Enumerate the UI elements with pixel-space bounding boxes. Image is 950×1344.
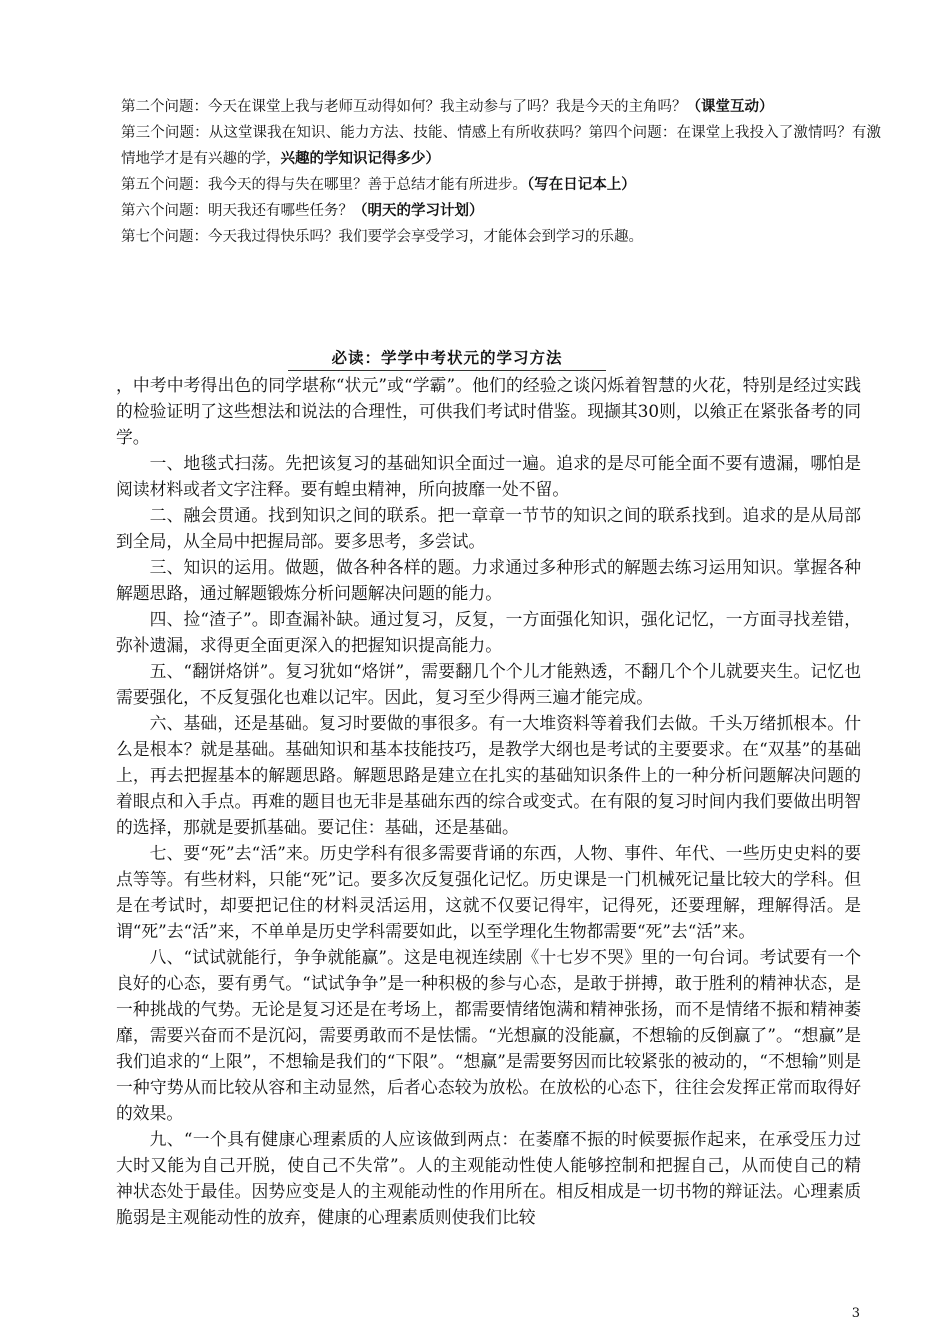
- article-intro: ，中考中考得出色的同学堪称“状元”或“学霸”。他们的经验之谈闪烁着智慧的火花，特别是经过实践的检验证明了这些想法和说法的合理性，可供我们考试时借鉴。现撷其30则，以飨正在紧张备考的同学。: [116, 375, 861, 447]
- article-body: [116, 372, 861, 1230]
- paragraph-5: 五、“翻饼烙饼”。复习犹如“烙饼”，需要翻几个个儿才能熟透，不翻几个个儿就要夹生。记忆也需要强化，不反复强化也难以记牢。因此，复习至少得两三遍才能完成。: [116, 661, 861, 707]
- paragraph-9: 九、“一个具有健康心理素质的人应该做到两点：在萎靡不振的时候要振作起来，在承受压力过大时又能为自己开脱，使自己不失常”。人的主观能动性使人能够控制和把握自己，从而使自己的精神状态处于最佳。因势应变是人的主观能动性的作用所在。相反相成是一切书物的辩证法。心理素质脆弱是主观能动性的放弃，健康的心理素质则使我们比较: [116, 1129, 861, 1227]
- question-6: 第六个问题：明天我还有哪些任务？（明天的学习计划）: [121, 202, 484, 219]
- page-number: 3: [851, 1306, 860, 1321]
- question-2: 第二个问题：今天在课堂上我与老师互动得如何？我主动参与了吗？我是今天的主角吗？（课堂互动）: [121, 98, 774, 115]
- paragraph-7: 七、要“死”去“活”来。历史学科有很多需要背诵的东西，人物、事件、年代、一些历史史料的要点等等。有些材料，只能“死”记。要多次反复强化记忆。历史课是一门机械死记量比较大的学科。但是在考试时，却要把记住的材料灵活运用，这就不仅要记得牢，记得死，还要理解，理解得活。是谓“死”去“活”来，不单单是历史学科需要如此，以至学理化生物都需要“死”去“活”来。: [116, 843, 861, 941]
- question-7: 第七个问题：今天我过得快乐吗？我们要学会享受学习，才能体会到学习的乐趣。: [121, 229, 643, 245]
- question-5: 第五个问题：我今天的得与失在哪里？善于总结才能有所进步。（写在日记本上）: [121, 176, 636, 193]
- paragraph-4: 四、捡“渣子”。即查漏补缺。通过复习，反复，一方面强化知识，强化记忆，一方面寻找差错，弥补遗漏，求得更全面更深入的把握知识提高能力。: [116, 609, 861, 655]
- paragraph-8: 八、“试试就能行，争争就能赢”。这是电视连续剧《十七岁不哭》里的一句台词。考试要有一个良好的心态，要有勇气。“试试争争”是一种积极的参与心态，是敢于拼搏，敢于胜利的精神状态，是一种挑战的气势。无论是复习还是在考场上，都需要情绪饱满和精神张扬，而不是情绪不振和精神萎靡，需要兴奋而不是沉闷，需要勇敢而不是怯懦。“光想赢的没能赢，不想输的反倒赢了”。“想赢”是我们追求的“上限”，不想输是我们的“下限”。“想赢”是需要努因而比较紧张的被动的，“不想输”则是一种守势从而比较从容和主动显然，后者心态较为放松。在放松的心态下，往往会发挥正常而取得好的效果。: [116, 947, 861, 1123]
- question-list: [121, 94, 881, 250]
- paragraph-3: 三、知识的运用。做题，做各种各样的题。力求通过多种形式的解题去练习运用知识。掌握各种解题思路，通过解题锻炼分析问题解决问题的能力。: [116, 557, 861, 603]
- paragraph-1: 一、地毯式扫荡。先把该复习的基础知识全面过一遍。追求的是尽可能全面不要有遗漏，哪怕是阅读材料或者文字注释。要有蝗虫精神，所向披靡一处不留。: [116, 453, 861, 499]
- question-3-4: 第三个问题：从这堂课我在知识、能力方法、技能、情感上有所收获吗？第四个问题：在课堂上我投入了激情吗？有激情地学才是有兴趣的学，兴趣的学知识记得多少）: [121, 125, 881, 167]
- article-title: 必读：学学中考状元的学习方法: [288, 346, 606, 371]
- paragraph-6: 六、基础，还是基础。复习时要做的事很多。有一大堆资料等着我们去做。千头万绪抓根本。什么是根本？就是基础。基础知识和基本技能技巧，是教学大纲也是考试的主要要求。在“双基”的基础上，再去把握基本的解题思路。解题思路是建立在扎实的基础知识条件上的一种分析问题解决问题的着眼点和入手点。再难的题目也无非是基础东西的综合或变式。在有限的复习时间内我们要做出明智的选择，那就是要抓基础。要记住：基础，还是基础。: [116, 713, 861, 837]
- paragraph-2: 二、融会贯通。找到知识之间的联系。把一章章一节节的知识之间的联系找到。追求的是从局部到全局，从全局中把握局部。要多思考，多尝试。: [116, 505, 861, 551]
